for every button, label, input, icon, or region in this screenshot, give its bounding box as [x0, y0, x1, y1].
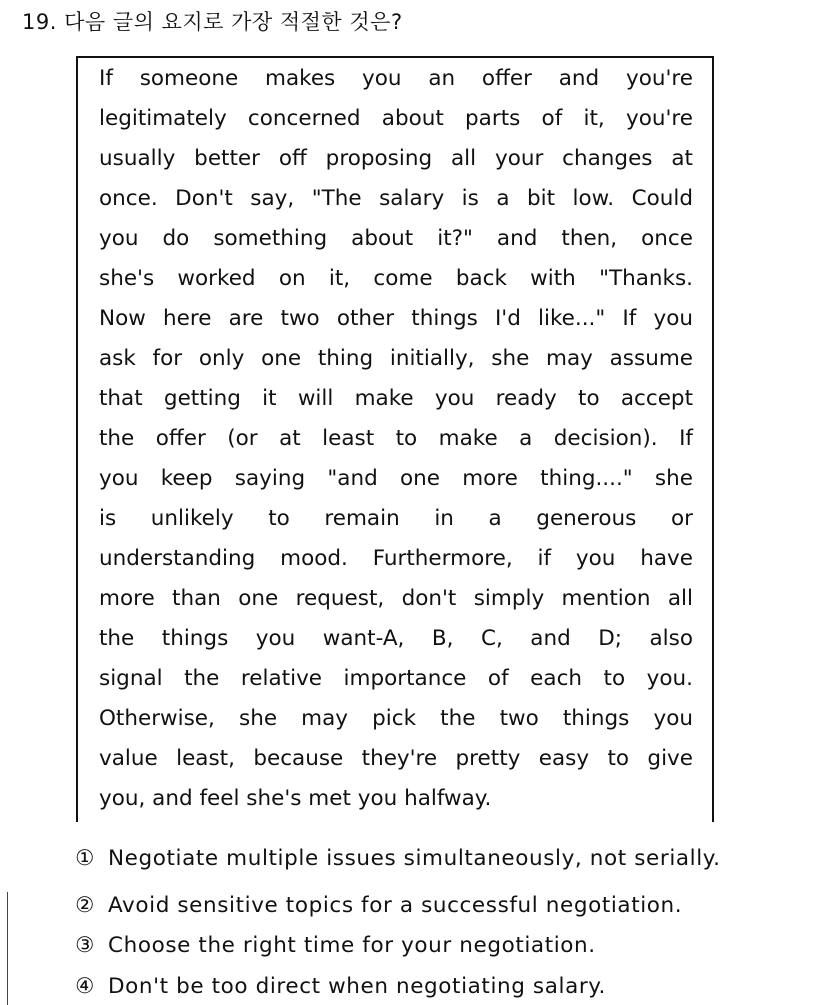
passage-line: is unlikely to remain in a generous or [99, 506, 693, 531]
choice-1[interactable] [72, 846, 721, 872]
passage-line: you do something about it?" and then, once [99, 226, 693, 251]
passage-line: more than one request, don't simply mention all [99, 586, 693, 611]
passage-line: ask for only one thing initially, she may assume [99, 346, 693, 371]
question-title: 19. 다음 글의 요지로 가장 적절한 것은? [22, 10, 403, 34]
passage-line: Otherwise, she may pick the two things you [99, 706, 693, 731]
choice-4[interactable] [72, 974, 606, 1000]
margin-rule [7, 892, 8, 1005]
choice-3[interactable] [72, 933, 596, 959]
choice-text: Negotiate multiple issues simultaneously, not serially. [108, 846, 721, 871]
passage-line: that getting it will make you ready to accept [99, 386, 693, 411]
choice-number-4: ④ [75, 974, 95, 999]
passage-line: she's worked on it, come back with "Thanks. [99, 266, 693, 291]
choice-2[interactable] [72, 893, 682, 919]
choice-number-3: ③ [75, 933, 95, 958]
passage-line: the offer (or at least to make a decision). If [99, 426, 693, 451]
choice-text: Don't be too direct when negotiating salary. [108, 974, 606, 999]
passage-line: you, and feel she's met you halfway. [99, 786, 492, 811]
passage-line: legitimately concerned about parts of it, you're [99, 106, 693, 131]
passage-line: you keep saying "and one more thing...." she [99, 466, 693, 491]
passage-line: once. Don't say, "The salary is a bit low. Could [99, 186, 693, 211]
passage-line: value least, because they're pretty easy to give [99, 746, 693, 771]
choice-text: Choose the right time for your negotiation. [108, 933, 596, 958]
choice-text: Avoid sensitive topics for a successful negotiation. [108, 893, 683, 918]
passage-box [76, 56, 714, 822]
passage-line: usually better off proposing all your changes at [99, 146, 693, 171]
passage-line: If someone makes you an offer and you're [99, 66, 693, 91]
passage-line: Now here are two other things I'd like..." If you [99, 306, 693, 331]
passage-line: signal the relative importance of each to you. [99, 666, 693, 691]
passage-line: understanding mood. Furthermore, if you have [99, 546, 693, 571]
choice-number-1: ① [75, 846, 95, 871]
passage-line: the things you want-A, B, C, and D; also [99, 626, 693, 651]
choice-number-2: ② [75, 893, 95, 918]
